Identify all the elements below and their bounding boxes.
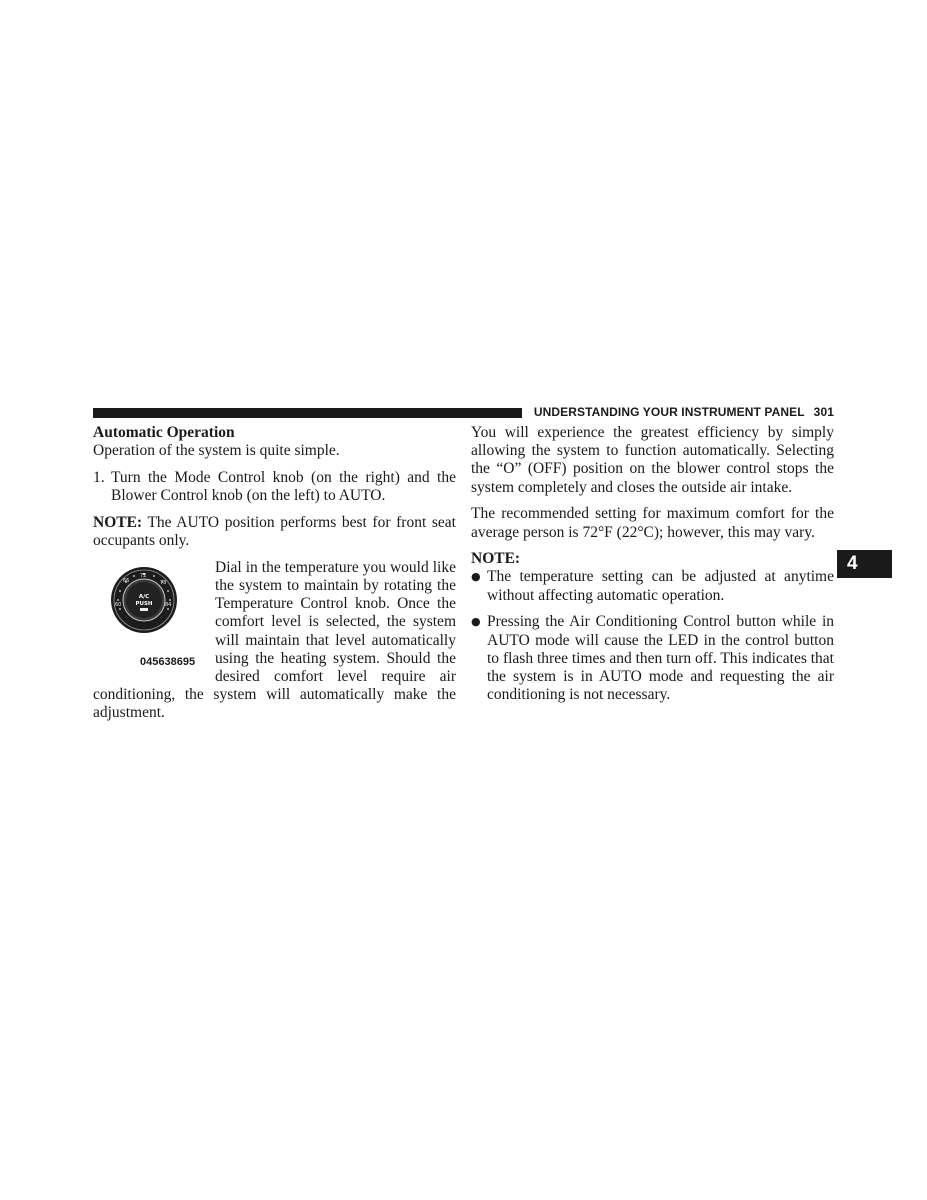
note-heading: NOTE: [471,550,521,568]
list-item [471,613,834,704]
bullet-icon: ● [471,570,481,584]
step-number: 1. [93,468,105,486]
dial-mark-60: 60 [115,601,122,608]
dial-paragraph: Dial in the temperature you would like the system to maintain by rotating the Temperature Control knob. Once the comfort level is selected, the system will maintain that level automatically using the heating system. Should the desired comfort level require air conditioning, the system will automatically make the adjustment. [93,558,456,722]
dial-mark-72: 72 [140,572,147,579]
bullet-icon: ● [471,615,481,629]
right-column [471,424,834,713]
bullet-text: Pressing the Air Conditioning Control button while in AUTO mode will cause the LED in the control button to flash three times and then turn off. This indicates that the system is in AUTO mode and requesting the air conditioning is not necessary. [487,613,834,704]
knob-label-push: PUSH [135,600,153,607]
note-paragraph [93,514,456,550]
left-column [93,424,456,723]
intro-paragraph: Operation of the system is quite simple. [93,442,340,460]
section-title: UNDERSTANDING YOUR INSTRUMENT PANEL [533,405,805,419]
dial-mark-84: 84 [165,601,172,608]
header-rule [93,408,522,418]
dial-mark-78: 78 [160,579,167,586]
dial-mark-66: 66 [123,577,130,584]
bullet-text: The temperature setting can be adjusted at anytime without affecting automatic operation. [487,568,834,604]
knob-label-ac: A/C [138,593,150,600]
section-heading: Automatic Operation [93,424,235,441]
temperature-knob-icon [109,565,179,635]
temperature-knob-figure [97,561,207,673]
numbered-step [93,469,456,505]
page-number: 301 [813,405,834,419]
recommended-setting-paragraph: The recommended setting for maximum comfort for the average person is 72°F (22°C); however, this may vary. [471,505,834,541]
figure-id: 045638695 [140,655,196,668]
note-text: The AUTO position performs best for front seat occupants only. [93,513,456,550]
efficiency-paragraph: You will experience the greatest efficiency by simply allowing the system to function automatically. Selecting the “O” (OFF) position on the blower control stops the system completely and closes the outside air intake. [471,424,834,496]
step-text: Turn the Mode Control knob (on the right) and the Blower Control knob (on the left) to AUTO. [111,468,456,505]
running-header [503,405,834,419]
list-item [471,568,834,604]
note-label: NOTE: [93,513,143,531]
chapter-tab: 4 [837,550,892,578]
